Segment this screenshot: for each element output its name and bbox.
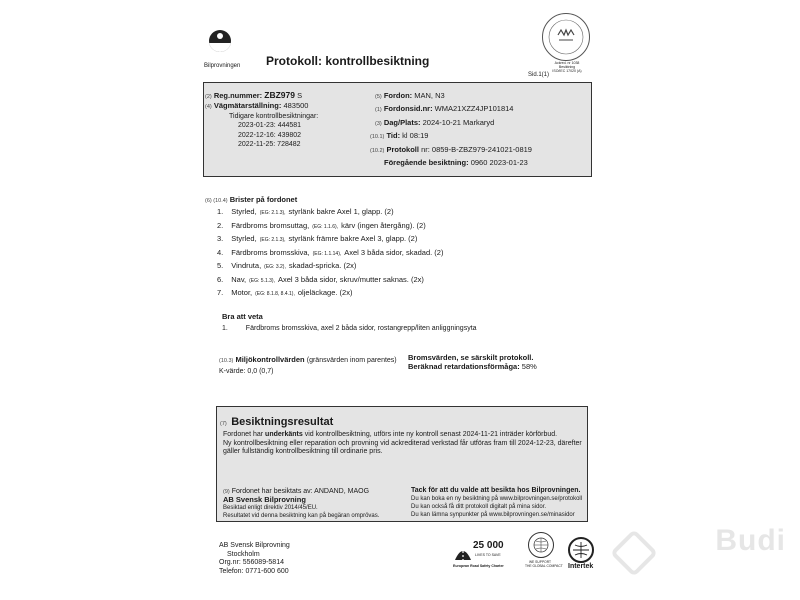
- prev-insp-value: 0960 2023-01-23: [470, 158, 528, 168]
- list-num: 4.: [217, 247, 224, 257]
- defect-component: Motor,: [231, 288, 253, 297]
- brand-name: Bilprovningen: [204, 63, 241, 69]
- badge-text: European Road Safety Charter: [453, 564, 504, 568]
- result-verdict: underkänts: [265, 431, 303, 438]
- fordon-value: MAN, N3: [414, 91, 445, 100]
- ret-label: Beräknad retardationsförmåga:: [408, 362, 520, 371]
- defect-component: Nav,: [231, 274, 247, 284]
- defect-component: Färdbroms bromsuttag,: [231, 220, 310, 230]
- defect-component: Färdbroms bromsskiva,: [231, 247, 310, 257]
- thanks-line: Du kan boka en ny besiktning på www.bilprovningen.se/protokoll: [411, 496, 583, 502]
- defect-code: (EG: 1.1.6),: [312, 223, 339, 230]
- badge-number: 25 000: [473, 540, 504, 551]
- reg-label: Reg.nummer:: [213, 91, 263, 100]
- footer-company: AB Svensk Bilprovning: [219, 542, 290, 549]
- field-num: (1): [375, 107, 382, 114]
- defect-row: [217, 206, 443, 220]
- road-safety-badge: [453, 536, 513, 570]
- page-number: Sid.1(1): [528, 72, 550, 78]
- fordon-label: Fordon:: [383, 91, 413, 100]
- defect-code: (EG: 8.1.8, 8.4.1),: [255, 291, 295, 297]
- defect-row: [217, 260, 443, 274]
- defect-description: Axel 3 båda sidor, skruv/mutter saknas. (2x): [277, 274, 424, 284]
- odo-label: Vägmätarställning:: [213, 101, 282, 110]
- prev-inspections-label: Tidigare kontrollbesiktningar:: [229, 113, 319, 120]
- field-num: (10.1): [370, 134, 385, 141]
- intertek-label: Intertek: [568, 563, 594, 570]
- road-safety-icon: [453, 542, 473, 562]
- brister-title: Brister på fordonet: [229, 195, 298, 204]
- global-compact-icon: [528, 532, 554, 558]
- field-num: (6) (10.4): [205, 198, 228, 204]
- list-num: 6.: [217, 274, 224, 284]
- field-num: (2): [205, 94, 212, 100]
- prot-value: nr: 0859-B-ZBZ979-241021-0819: [421, 144, 532, 154]
- defect-code: (EG: 5.1.3),: [249, 277, 275, 284]
- inspector-text: Fordonet har besiktats av: ANDAND, MAOG: [231, 488, 370, 495]
- field-num: (3): [375, 120, 382, 127]
- seal-text-1: Ackred. nr 1038: [554, 61, 580, 65]
- tid-label: Tid:: [386, 131, 401, 141]
- brom-title: Bromsvärden, se särskilt protokoll.: [408, 353, 534, 362]
- field-num: (7): [220, 421, 227, 427]
- dag-value: 2024-10-21 Markaryd: [422, 117, 495, 127]
- footer-city: Stockholm: [227, 550, 260, 558]
- defect-description: Axel 3 båda sidor, skadad. (2): [344, 247, 444, 257]
- watermark-logo-icon: [610, 529, 658, 577]
- field-num: (10.3): [219, 358, 234, 364]
- intertek-globe-icon: [568, 537, 594, 563]
- bra-item: Färdbroms bromsskiva, axel 2 båda sidor, rostangrepp/liten anliggningsyta: [245, 325, 477, 332]
- company-note: Besiktad enligt direktiv 2014/45/EU.: [223, 505, 318, 511]
- list-num: 1.: [217, 207, 224, 216]
- reg-suffix: S: [297, 91, 303, 100]
- list-num: 7.: [217, 288, 224, 297]
- list-num: 3.: [217, 234, 224, 243]
- defect-code: (EG: 2.1.3),: [259, 210, 286, 216]
- dag-label: Dag/Plats:: [383, 117, 421, 127]
- odo-value: 483500: [283, 101, 309, 110]
- result-text: Ny kontrollbesiktning eller reparation och provning vid ackrediterad verkstad får utföras fram till 2024-12-23, därefter: [223, 439, 582, 447]
- field-num: (10.2): [370, 147, 385, 154]
- seal-text-2: Besiktning: [558, 65, 576, 69]
- compact-text: WE SUPPORT: [528, 560, 552, 564]
- field-num: (9): [223, 489, 230, 495]
- defect-row: [217, 220, 443, 234]
- thanks-text: Tack för att du valde att besikta hos Bilprovningen.: [411, 487, 581, 494]
- footer-phone: Telefon: 0771-600 600: [219, 567, 289, 575]
- prev-inspection: 2022-11-25: 728482: [238, 141, 301, 149]
- result-text: Fordonet har: [223, 431, 264, 438]
- tid-value: kl 08:19: [402, 131, 429, 141]
- list-num: 5.: [217, 261, 224, 270]
- result-text: vid kontrollbesiktning, utförs inte ny kontroll senast 2024-11-21 inträder körförbud.: [304, 431, 558, 438]
- defect-row: [217, 274, 443, 288]
- thanks-line: Du kan lämna synpunkter på www.bilprovningen.se/minasidor: [411, 512, 575, 518]
- thanks-line: Du kan också få ditt protokoll digitalt på mina sidor.: [411, 504, 547, 510]
- prev-inspection: 2022-12-16: 439802: [238, 131, 302, 139]
- defect-row: [217, 247, 443, 261]
- page-title: Protokoll: kontrollbesiktning: [266, 54, 430, 68]
- k-value: 0,0 (0,7): [247, 368, 274, 375]
- field-num: (4): [205, 104, 212, 110]
- compact-text: THE GLOBAL COMPACT: [525, 564, 563, 568]
- defect-component: Styrled,: [231, 207, 257, 216]
- defect-row: [217, 233, 443, 247]
- field-num: (5): [375, 94, 382, 100]
- miljo-note: (gränsvärden inom parentes): [306, 357, 397, 364]
- ret-value: 58%: [521, 362, 537, 371]
- seal-text-3: ISO/IEC 17020 (A): [552, 69, 582, 73]
- defect-description: kärv (ingen återgång). (2): [341, 220, 426, 230]
- watermark-text: Budi: [715, 524, 786, 557]
- prev-insp-label: Föregående besiktning:: [384, 158, 469, 168]
- defect-code: (EG: 3.2),: [264, 264, 286, 270]
- result-text: gäller fullständig kontrollbesiktning till ordinarie pris.: [223, 448, 383, 455]
- badge-text: LIVES TO SAVE: [475, 553, 501, 557]
- company-name: AB Svensk Bilprovning: [223, 495, 306, 504]
- list-num: 1.: [222, 325, 228, 332]
- prot-label: Protokoll: [386, 144, 419, 154]
- swedac-seal-icon: [542, 13, 590, 61]
- bilprovningen-logo-icon: [209, 30, 231, 52]
- defect-description: styrlänk främre bakre Axel 3, glapp. (2): [288, 234, 418, 243]
- result-title: Besiktningsresultat: [231, 416, 334, 428]
- company-note: Resultatet vid denna besiktning kan på begäran omprövas.: [223, 513, 380, 519]
- defect-code: (EG: 1.1.14),: [312, 250, 342, 257]
- k-label: K-värde:: [219, 368, 246, 375]
- miljo-label: Miljökontrollvärden: [235, 355, 305, 364]
- defect-component: Vindruta,: [231, 261, 262, 270]
- brister-list: [217, 206, 443, 301]
- list-num: 2.: [217, 220, 224, 230]
- bra-title: Bra att veta: [222, 312, 263, 321]
- fid-label: Fordonsid.nr:: [383, 104, 433, 114]
- defect-code: (EG: 2.1.3),: [259, 237, 286, 243]
- defect-description: oljeläckage. (2x): [297, 288, 353, 297]
- prev-inspection: 2023-01-23: 444581: [238, 122, 302, 130]
- defect-row: [217, 287, 443, 301]
- protocol-page: [185, 0, 608, 600]
- defect-description: styrlänk bakre Axel 1, glapp. (2): [288, 207, 394, 216]
- reg-value: ZBZ979: [264, 90, 295, 100]
- footer-orgnr: Org.nr: 556089-5814: [219, 559, 284, 567]
- defect-component: Styrled,: [231, 234, 257, 243]
- fid-value: WMA21XZZ4JP101814: [434, 104, 514, 114]
- defect-description: skadad-spricka. (2x): [288, 261, 357, 270]
